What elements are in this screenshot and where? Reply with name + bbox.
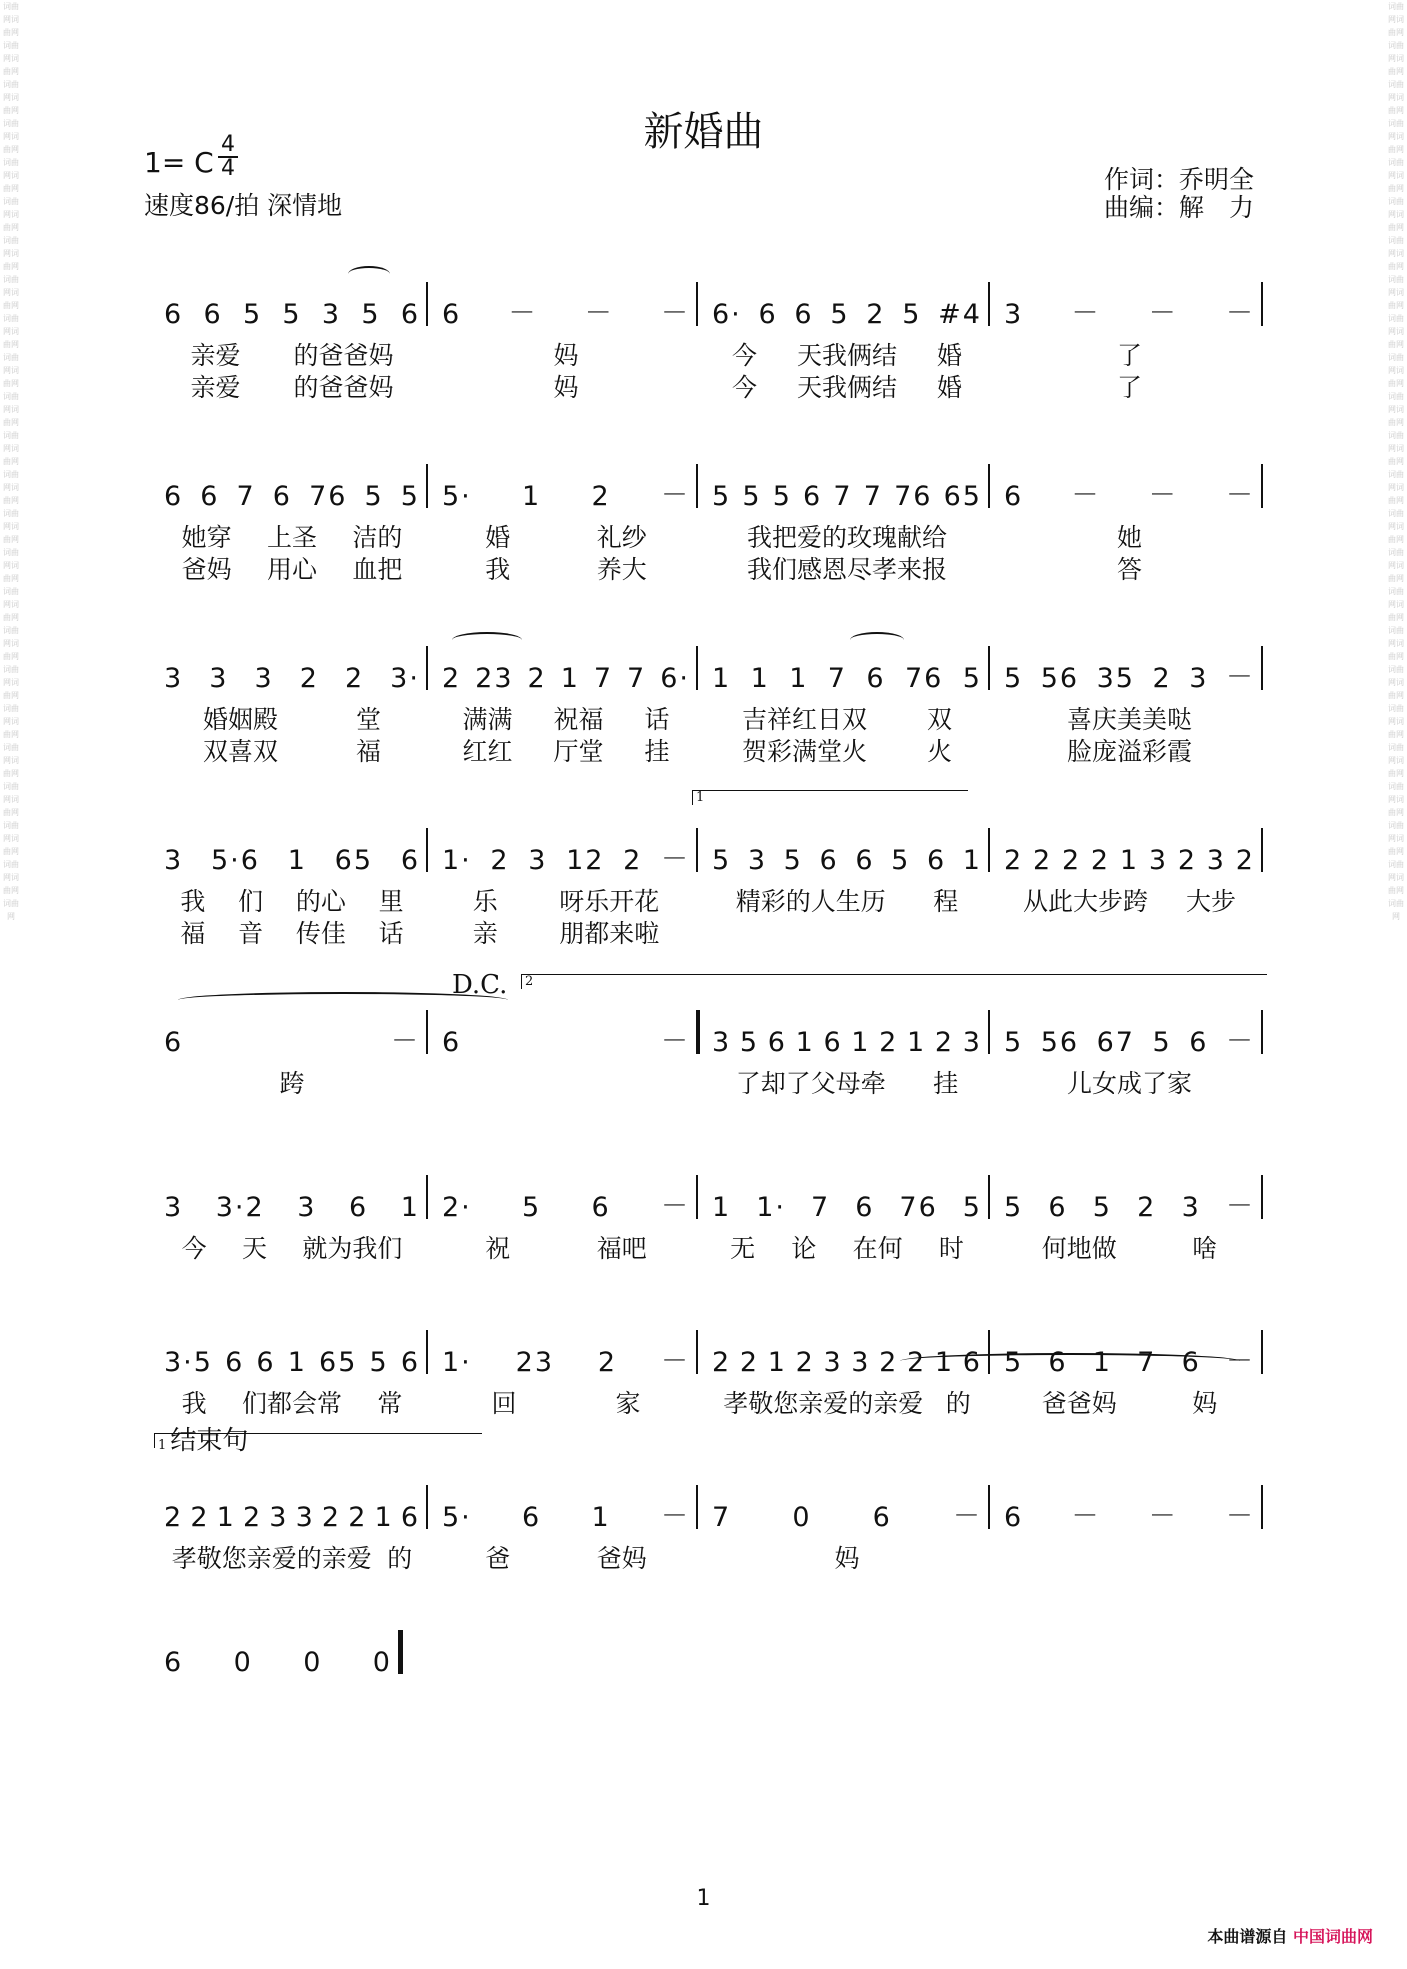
measure bbox=[990, 808, 1263, 958]
measure bbox=[428, 262, 698, 412]
measure bbox=[990, 990, 1263, 1140]
measure-notes: 3 5·6 1 65 6 bbox=[164, 845, 420, 876]
lyric-line-1: 孝敬您亲爱的亲爱 的 bbox=[723, 1389, 971, 1418]
measure-notes: 6 6 5 5 3 5 6 bbox=[164, 299, 420, 330]
measure bbox=[150, 262, 428, 412]
measure-notes: 3 5 6 1 6 1 2 1 2 3 bbox=[712, 1027, 982, 1058]
measure bbox=[428, 626, 698, 776]
measure bbox=[150, 626, 428, 776]
measure bbox=[990, 262, 1263, 412]
lyric-line-1: 满满 祝福 话 bbox=[462, 705, 670, 734]
measure-notes: 5· 1 2 － bbox=[442, 480, 690, 512]
time-signature-denominator: 4 bbox=[221, 156, 235, 181]
lyric-line-2: 今 天我俩结 婚 bbox=[731, 373, 962, 402]
barline bbox=[1261, 464, 1263, 508]
lyric-line-1: 回 家 bbox=[491, 1389, 641, 1418]
measure bbox=[698, 444, 990, 594]
measure-notes: 1· 2 3 12 2 － bbox=[442, 844, 690, 876]
tempo-marking: 速度86/拍 深情地 bbox=[144, 191, 343, 220]
lyric-line-1: 何地做 啥 bbox=[1041, 1234, 1218, 1263]
barline bbox=[1261, 1485, 1263, 1529]
measure-notes: 2 2 1 2 3 3 2 2 1 6 bbox=[712, 1347, 982, 1378]
measure bbox=[698, 1465, 990, 1615]
measure-notes: 1 1· 7 6 76 5 bbox=[712, 1192, 982, 1223]
lyric-line-2: 妈 bbox=[553, 373, 579, 402]
lyric-line-2: 我 养大 bbox=[485, 555, 647, 584]
measure-notes: 2 2 1 2 3 3 2 2 1 6 bbox=[164, 1502, 420, 1533]
slur-mark bbox=[178, 992, 508, 1008]
page-number: 1 bbox=[696, 1886, 711, 1911]
measure-notes: 6 0 0 0 bbox=[164, 1647, 392, 1678]
lyric-line-1: 儿女成了家 bbox=[1066, 1069, 1192, 1098]
measure-notes: 3 3·2 3 6 1 bbox=[164, 1192, 420, 1223]
measure bbox=[698, 626, 990, 776]
lyric-line-1: 精彩的人生历 程 bbox=[735, 887, 959, 916]
score-system bbox=[0, 626, 1407, 776]
measure bbox=[698, 808, 990, 958]
source-credit bbox=[1207, 1924, 1373, 1947]
barline bbox=[1261, 1175, 1263, 1219]
score-system bbox=[0, 808, 1407, 958]
score-system bbox=[0, 1155, 1407, 1305]
slur-mark bbox=[348, 266, 390, 282]
barline bbox=[1261, 1010, 1263, 1054]
measure bbox=[428, 1155, 698, 1305]
lyric-line-2: 福 音 传佳 话 bbox=[180, 919, 404, 948]
measure-notes: 1 1 1 7 6 76 5 bbox=[712, 663, 982, 694]
measure bbox=[990, 626, 1263, 776]
lyric-line-1: 爸 爸妈 bbox=[485, 1544, 647, 1573]
lyric-line-1: 她 bbox=[1116, 523, 1142, 552]
lyric-line-2: 答 bbox=[1116, 555, 1142, 584]
volta-second-number: 2 bbox=[525, 974, 534, 989]
measure-notes: 5 3 5 6 6 5 6 1 bbox=[712, 845, 982, 876]
lyric-line-1: 妈 bbox=[553, 341, 579, 370]
measure bbox=[428, 808, 698, 958]
lyric-line-1: 了却了父母牵 挂 bbox=[735, 1069, 959, 1098]
final-barline bbox=[398, 1630, 403, 1674]
score-system bbox=[0, 262, 1407, 412]
measure-notes: 3·5 6 6 1 65 5 6 bbox=[164, 1347, 420, 1378]
lyric-line-1: 妈 bbox=[834, 1544, 860, 1573]
slur-mark bbox=[452, 632, 522, 648]
lyric-line-1: 我把爱的玫瑰献给 bbox=[746, 523, 947, 552]
barline bbox=[1261, 1330, 1263, 1374]
lyric-line-1: 我 们都会常 常 bbox=[181, 1389, 403, 1418]
lyric-line-1: 亲爱 的爸爸妈 bbox=[190, 341, 394, 370]
measure bbox=[698, 990, 990, 1140]
measure bbox=[698, 1155, 990, 1305]
measure bbox=[150, 990, 428, 1140]
measure-notes: 5 6 1 7 6 － bbox=[1004, 1346, 1255, 1378]
score-system bbox=[0, 990, 1407, 1140]
measure bbox=[698, 262, 990, 412]
measure-notes: 6· 6 6 5 2 5 #4 bbox=[712, 299, 982, 330]
measure-notes: 5 6 5 2 3 － bbox=[1004, 1191, 1255, 1223]
volta-ending bbox=[154, 1426, 482, 1456]
time-signature-numerator: 4 bbox=[218, 134, 238, 158]
measure-notes: 6 － bbox=[164, 1026, 420, 1058]
measure bbox=[150, 1465, 428, 1615]
measure-notes: 3 － － － bbox=[1004, 298, 1255, 330]
lyric-line-1: 今 天 就为我们 bbox=[181, 1234, 403, 1263]
lyric-line-1: 从此大步跨 大步 bbox=[1022, 887, 1236, 916]
barline bbox=[1261, 646, 1263, 690]
lyric-line-2: 脸庞溢彩霞 bbox=[1066, 737, 1192, 766]
watermark-strip-left: 词曲网词曲网词曲网词曲网词曲网词曲网词曲网词曲网词曲网词曲网词曲网词曲网词曲网词曲网词曲网词曲网词曲网词曲网词曲网词曲网词曲网词曲网词曲网词曲网词曲网词曲网词曲网词曲网词曲网词曲网词曲网词曲网词曲网词曲网词曲网词曲网词曲网词曲网词曲网词曲网词曲网词曲网词曲网词曲网词曲网词曲网词曲网 bbox=[3, 2, 19, 921]
measure-notes: 6 6 7 6 76 5 5 bbox=[164, 481, 420, 512]
lyric-line-1: 喜庆美美哒 bbox=[1066, 705, 1192, 734]
lyric-line-2: 了 bbox=[1116, 373, 1142, 402]
lyric-line-2: 爸妈 用心 血把 bbox=[181, 555, 403, 584]
lyric-line-1: 我 们 的心 里 bbox=[180, 887, 404, 916]
watermark-strip-right: 词曲网词曲网词曲网词曲网词曲网词曲网词曲网词曲网词曲网词曲网词曲网词曲网词曲网词曲网词曲网词曲网词曲网词曲网词曲网词曲网词曲网词曲网词曲网词曲网词曲网词曲网词曲网词曲网词曲网词曲网词曲网词曲网词曲网词曲网词曲网词曲网词曲网词曲网词曲网词曲网词曲网词曲网词曲网词曲网词曲网词曲网词曲网 bbox=[1388, 2, 1404, 921]
lyric-line-1: 祝 福吧 bbox=[485, 1234, 647, 1263]
lyric-line-1: 吉祥红日双 双 bbox=[741, 705, 952, 734]
measure bbox=[698, 1310, 990, 1460]
measure-notes: 2 2 2 2 1 3 2 3 2 bbox=[1004, 845, 1255, 876]
lyric-line-2: 贺彩满堂火 火 bbox=[741, 737, 952, 766]
measure-notes: 5 56 35 2 3 － bbox=[1004, 662, 1255, 694]
measure bbox=[990, 1310, 1263, 1460]
measure bbox=[428, 990, 698, 1140]
lyricist-credit: 作词：乔明全 bbox=[1104, 165, 1255, 194]
lyric-line-1: 无 论 在何 时 bbox=[730, 1234, 964, 1263]
barline bbox=[1261, 828, 1263, 872]
measure bbox=[150, 808, 428, 958]
lyric-line-1: 了 bbox=[1116, 341, 1142, 370]
measure-notes: 5 56 67 5 6 － bbox=[1004, 1026, 1255, 1058]
volta-first-number: 1 bbox=[696, 790, 705, 805]
measure bbox=[428, 1465, 698, 1615]
dc-mark: D.C. bbox=[452, 970, 508, 1000]
measure-notes: 2 23 2 1 7 7 6· bbox=[442, 663, 690, 694]
score-system bbox=[0, 1610, 1407, 1760]
key-signature: 1= C bbox=[144, 146, 214, 179]
score-system bbox=[0, 444, 1407, 594]
slur-mark bbox=[850, 632, 904, 648]
lyric-line-2: 红红 厅堂 挂 bbox=[462, 737, 670, 766]
barline bbox=[1261, 282, 1263, 326]
lyric-line-1: 跨 bbox=[279, 1069, 305, 1098]
lyric-line-2: 双喜双 福 bbox=[202, 737, 381, 766]
lyric-line-1: 爸爸妈 妈 bbox=[1041, 1389, 1218, 1418]
source-prefix: 本曲谱源自 bbox=[1207, 1927, 1288, 1946]
volta-ending-number: 1 bbox=[158, 1438, 167, 1453]
measure-notes: 5· 6 1 － bbox=[442, 1501, 690, 1533]
measure bbox=[990, 444, 1263, 594]
measure-notes: 6 － － － bbox=[442, 298, 690, 330]
lyric-line-1: 孝敬您亲爱的亲爱 的 bbox=[171, 1544, 413, 1573]
arranger-credit: 曲编：解 力 bbox=[1104, 193, 1255, 222]
lyric-line-1: 今 天我俩结 婚 bbox=[731, 341, 962, 370]
measure-notes: 3 3 3 2 2 3· bbox=[164, 663, 420, 694]
lyric-line-2: 我们感恩尽孝来报 bbox=[746, 555, 947, 584]
volta-second-ending bbox=[521, 974, 1267, 989]
measure-notes: 6 － － － bbox=[1004, 480, 1255, 512]
lyric-line-1: 婚姻殿 堂 bbox=[202, 705, 381, 734]
time-signature bbox=[218, 134, 238, 180]
measure bbox=[150, 1610, 400, 1760]
lyric-line-1: 她穿 上圣 洁的 bbox=[181, 523, 403, 552]
song-title: 新婚曲 bbox=[643, 109, 764, 155]
source-brand-link[interactable]: 中国词曲网 bbox=[1292, 1927, 1373, 1946]
measure-notes: 6 － bbox=[442, 1026, 690, 1058]
measure bbox=[990, 1155, 1263, 1305]
lyric-line-2: 亲爱 的爸爸妈 bbox=[190, 373, 394, 402]
ending-label: 结束句 bbox=[170, 1426, 249, 1456]
slur-mark bbox=[900, 1353, 1240, 1369]
measure bbox=[150, 444, 428, 594]
lyric-line-2: 亲 朋都来啦 bbox=[472, 919, 660, 948]
measure bbox=[150, 1155, 428, 1305]
measure bbox=[990, 1465, 1263, 1615]
measure bbox=[428, 444, 698, 594]
measure-notes: 6 － － － bbox=[1004, 1501, 1255, 1533]
volta-first-ending bbox=[692, 790, 968, 805]
measure-notes: 5 5 5 6 7 7 76 65 bbox=[712, 481, 982, 512]
measure-notes: 7 0 6 － bbox=[712, 1501, 982, 1533]
lyric-line-1: 乐 呀乐开花 bbox=[472, 887, 660, 916]
score-system bbox=[0, 1465, 1407, 1615]
measure-notes: 1· 23 2 － bbox=[442, 1346, 690, 1378]
lyric-line-1: 婚 礼纱 bbox=[485, 523, 647, 552]
measure-notes: 2· 5 6 － bbox=[442, 1191, 690, 1223]
